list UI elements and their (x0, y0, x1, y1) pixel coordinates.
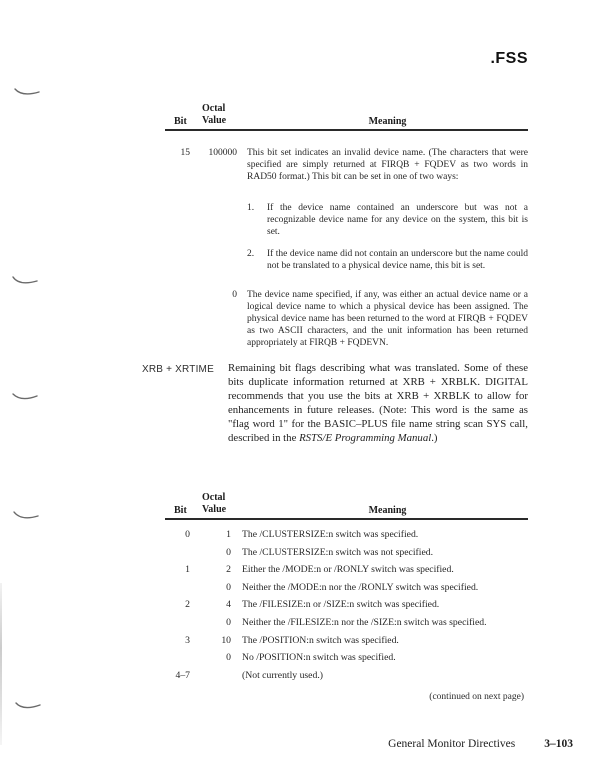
column-header-meaning: Meaning (368, 116, 407, 127)
column-header-octal-value (202, 103, 226, 127)
section-heading: .FSS (490, 50, 528, 67)
octal-header-line1: Octal (202, 103, 226, 114)
meaning-cell: Either the /MODE:n or /RONLY switch was specified. (242, 564, 454, 576)
bit-cell (165, 289, 190, 349)
item-number: 1. (247, 203, 255, 213)
octal-value-cell: 0 (226, 546, 231, 558)
bit-table-1 (165, 98, 528, 349)
meaning-cell: Neither the /FILESIZE:n nor the /SIZE:n switch was specified. (242, 616, 487, 628)
bit-cell: 1 (185, 564, 190, 576)
xrtime-italic-title: RSTS/E Programming Manual (299, 432, 432, 444)
octal-value-cell: 100000 (208, 148, 237, 158)
bit-cell: 4–7 (175, 669, 190, 681)
scan-artifact-mark (15, 700, 42, 712)
numbered-item (247, 202, 528, 238)
meaning-cell: The /POSITION:n switch was specified. (242, 634, 399, 646)
octal-header-line2: Value (202, 115, 227, 126)
footer-page-number: 3–103 (544, 738, 573, 750)
footer-section-title: General Monitor Directives (388, 738, 516, 750)
item-number: 2. (247, 249, 255, 259)
numbered-item (247, 248, 528, 272)
xrtime-text-before: Remaining bit flags describing what was translated. Some of these bits duplicate information returned at XRB + XRBLK. DIGITAL recommends that you use the bits at XRB + XRBLK to allow for enhancements in future releases. (Note: This word is the same as "flag word 1" for the BASIC–PLUS file name string scan SYS call, described in the (228, 362, 528, 444)
column-header-octal-value (202, 492, 226, 516)
meaning-cell: No /POSITION:n switch was specified. (242, 652, 396, 664)
xrtime-label: XRB + XRTIME (142, 364, 214, 375)
octal-value-cell: 0 (226, 616, 231, 628)
bit-cell: 3 (185, 634, 190, 646)
page-edge-artifact (0, 583, 2, 745)
bit-cell: 2 (185, 599, 190, 611)
table1-header (165, 98, 528, 131)
octal-value-cell: 2 (226, 564, 231, 576)
xrtime-text-after: .) (431, 432, 438, 444)
table-row (165, 634, 528, 652)
meaning-cell: The device name specified, if any, was either an actual device name or a logical device name to which a physical device has been assigned. The physical device name has been returned to the word at FIRQB + FQDEV as two ASCII characters, and the unit information has been returned appropriately at FIRQB + FQDEVN. (247, 290, 528, 348)
octal-value-cell: 0 (226, 581, 231, 593)
meaning-cell: The /CLUSTERSIZE:n switch was specified. (242, 529, 419, 540)
table-row (165, 616, 528, 634)
scan-artifact-mark (14, 86, 41, 98)
table-row (165, 669, 528, 687)
xrtime-paragraph (228, 361, 528, 445)
scan-artifact-mark (12, 275, 39, 287)
continued-note: (continued on next page) (429, 692, 524, 702)
bit-cell: 0 (185, 529, 190, 540)
scan-artifact-mark (13, 510, 40, 522)
octal-value-cell: 0 (226, 652, 231, 664)
meaning-cell: (Not currently used.) (242, 669, 323, 681)
table-row (165, 581, 528, 599)
item-text: If the device name contained an underscore but was not a recognizable device name for any device on the system, this bit is set. (267, 203, 528, 237)
meaning-cell: The /CLUSTERSIZE:n switch was not specified. (242, 546, 434, 558)
table-row (165, 563, 528, 581)
meaning-intro: This bit set indicates an invalid device name. (The characters that were specified are simply returned at FIRQB + FQDEV as two words in RAD50 format.) This bit can be set in one of two ways: (247, 148, 528, 182)
bit-cell: 15 (180, 148, 190, 158)
octal-value-cell: 4 (226, 599, 231, 611)
table-row-bit15 (165, 147, 528, 272)
octal-header-line2: Value (202, 504, 227, 515)
octal-value-cell: 10 (221, 634, 231, 646)
column-header-meaning: Meaning (368, 505, 407, 516)
meaning-cell: The /FILESIZE:n or /SIZE:n switch was specified. (242, 599, 440, 611)
table-row-bit0 (165, 289, 528, 349)
meaning-cell: Neither the /MODE:n nor the /RONLY switch was specified. (242, 581, 479, 593)
bit-table-2 (165, 483, 528, 686)
octal-value-cell: 0 (232, 290, 237, 300)
meaning-cell (237, 147, 528, 272)
table-row (165, 528, 528, 546)
column-header-bit: Bit (174, 505, 187, 516)
octal-value-cell: 1 (226, 529, 231, 540)
page-footer (388, 738, 573, 750)
table2-header (165, 483, 528, 520)
table-row (165, 651, 528, 669)
octal-header-line1: Octal (202, 492, 226, 503)
table-row (165, 598, 528, 616)
scan-artifact-mark (12, 391, 39, 403)
item-text: If the device name did not contain an underscore but the name could not be translated to a physical device name, this bit is set. (267, 249, 528, 271)
table-row (165, 546, 528, 564)
column-header-bit: Bit (174, 116, 187, 127)
table2-body (165, 528, 528, 686)
